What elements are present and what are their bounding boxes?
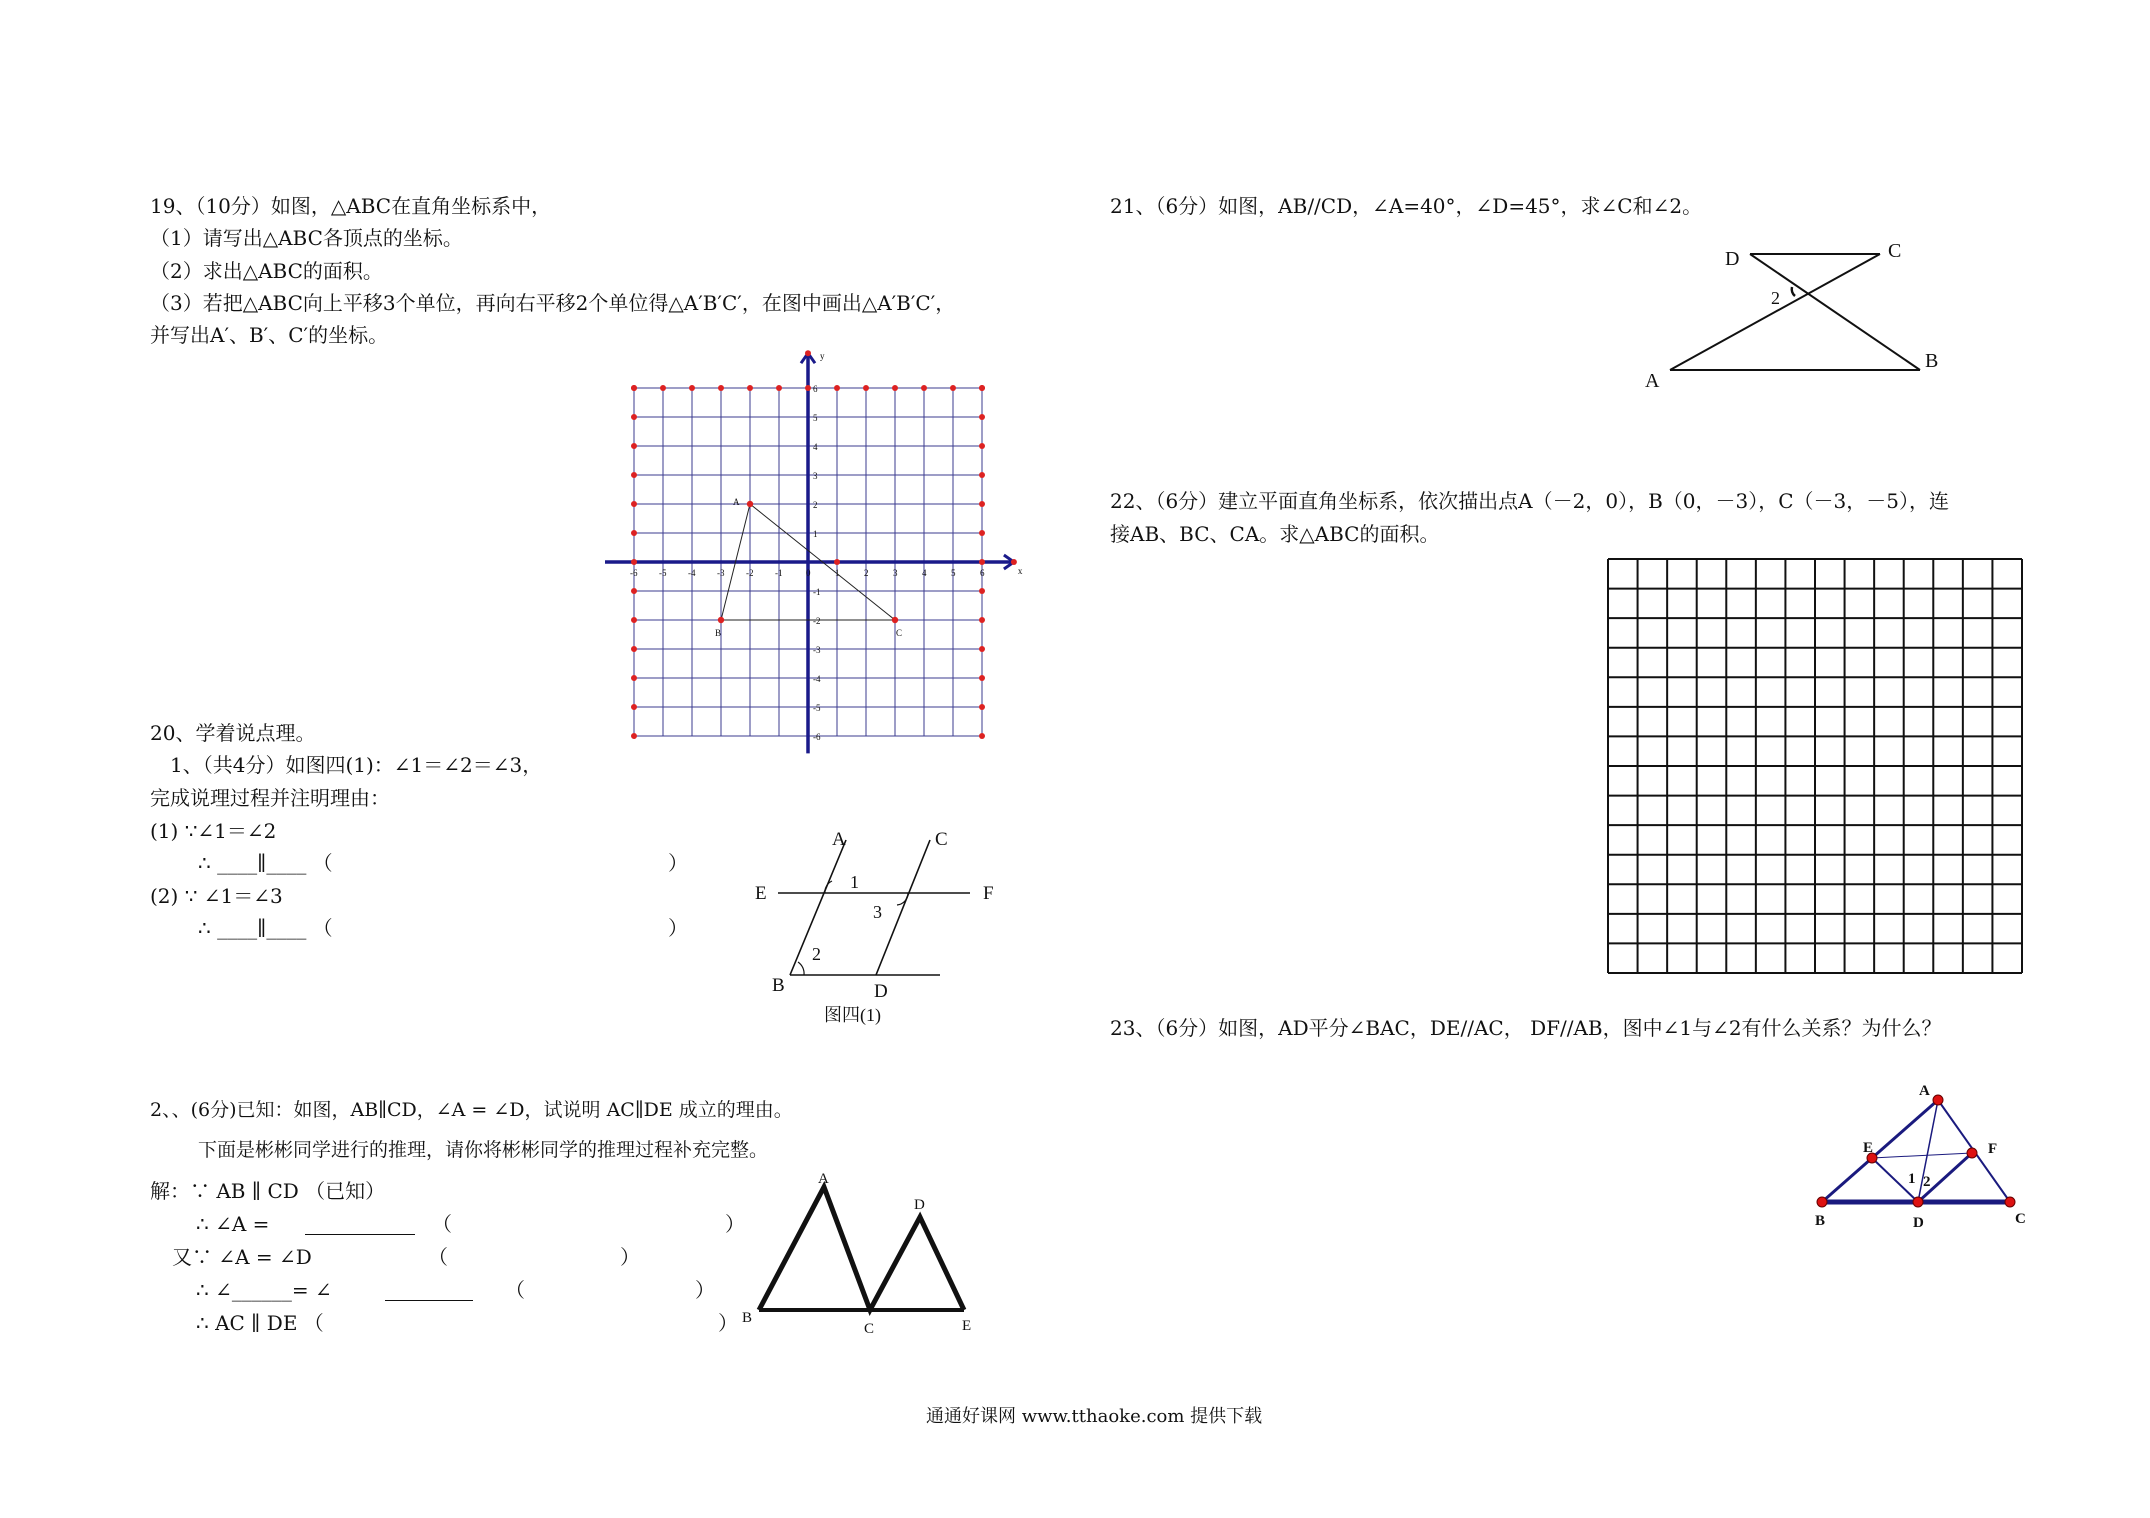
footer-source: 通通好课网 www.tthaoke.com 提供下载	[926, 1406, 1263, 1427]
grid-border-dot	[689, 385, 695, 391]
q20-step4: ∴ ____∥____ （	[198, 916, 333, 940]
grid-border-dot	[921, 385, 927, 391]
grid-border-dot	[805, 350, 811, 356]
q20-step4-close: ）	[668, 916, 688, 940]
y-tick-label: 3	[813, 471, 818, 481]
proof-step3: 又∵ ∠A = ∠D	[172, 1245, 312, 1269]
q20-title: 20、学着说点理。	[150, 721, 316, 745]
grid-border-dot	[631, 675, 637, 681]
proof-step5-close: ）	[718, 1311, 738, 1335]
grid-border-dot	[631, 617, 637, 623]
fig4-label-c: C	[935, 829, 948, 850]
proof-step2-close: ）	[725, 1212, 745, 1236]
figure-four-parallel-lines	[750, 825, 1010, 1025]
x-tick-label: -3	[717, 568, 725, 578]
y-tick-label: 4	[813, 442, 818, 452]
proof-blank-1[interactable]	[305, 1234, 415, 1235]
q22-text-line2: 接AB、BC、CA。求△ABC的面积。	[1110, 522, 1440, 546]
proof-step4: ∴ ∠______= ∠	[196, 1278, 332, 1302]
fig4-label-f: F	[983, 883, 994, 904]
q23-angle-2: 2	[1923, 1174, 1931, 1190]
y-tick-label: -5	[813, 703, 821, 713]
y-tick-label: -2	[813, 616, 821, 626]
q20-part1-intro: 完成说理过程并注明理由：	[150, 786, 390, 810]
q21-figure	[1640, 235, 1960, 395]
grid-border-dot	[979, 443, 985, 449]
grid-border-dot	[979, 385, 985, 391]
q22-text-line1: 22、（6分）建立平面直角坐标系，依次描出点A（－2，0），B（0，－3），C（－3，－5），连	[1110, 489, 1949, 513]
x-tick-label: 6	[980, 568, 985, 578]
tri-label-b: B	[742, 1310, 753, 1326]
proof-blank-2[interactable]	[385, 1300, 473, 1301]
q20-part1-title: 1、（共4分）如图四(1)：∠1＝∠2＝∠3，	[170, 753, 543, 777]
vertex-dot	[747, 501, 753, 507]
q21-label-d: D	[1725, 248, 1740, 270]
q21-label-a: A	[1645, 370, 1660, 392]
fig4-label-e: E	[755, 883, 767, 904]
y-tick-label: 5	[813, 413, 818, 423]
q20-part2-intro: 下面是彬彬同学进行的推理，请你将彬彬同学的推理过程补充完整。	[198, 1139, 769, 1161]
tri-label-e: E	[962, 1318, 972, 1334]
vertex-label-a: A	[733, 497, 740, 507]
q21-angle-2: 2	[1771, 288, 1780, 308]
y-tick-label: 6	[813, 384, 818, 394]
grid-border-dot	[660, 385, 666, 391]
vertex-dot	[892, 617, 898, 623]
grid-border-dot	[979, 646, 985, 652]
q19-title: 19、（10分）如图，△ABC在直角坐标系中，	[150, 194, 552, 218]
blank-grid-paper	[1605, 556, 2025, 976]
vertex-label-c: C	[896, 628, 903, 638]
x-tick-label: 0	[806, 568, 811, 578]
grid-border-dot	[979, 414, 985, 420]
q19-part3-cont: 并写出A′、B′、C′的坐标。	[150, 323, 389, 347]
q23-label-c: C	[2015, 1211, 2026, 1227]
grid-border-dot	[631, 559, 637, 565]
grid-border-dot	[631, 414, 637, 420]
grid-border-dot	[631, 588, 637, 594]
grid-border-dot	[747, 385, 753, 391]
q20-step3: (2) ∵ ∠1＝∠3	[150, 884, 283, 908]
q21-text: 21、（6分）如图，AB//CD，∠A=40°，∠D=45°，求∠C和∠2。	[1110, 194, 1703, 218]
q20-part2-title: 2、、(6分)已知：如图，AB∥CD，∠A = ∠D，试说明 AC∥DE 成立的理由。	[150, 1099, 793, 1121]
grid-border-dot	[631, 733, 637, 739]
grid-border-dot	[805, 385, 811, 391]
fig4-angle-1: 1	[850, 872, 859, 892]
q23-label-f: F	[1988, 1141, 1998, 1157]
q23-label-d: D	[1913, 1215, 1924, 1231]
fig4-caption: 图四(1)	[824, 1005, 881, 1025]
proof-step4-open: （	[505, 1278, 525, 1302]
grid-border-dot	[979, 559, 985, 565]
q23-text: 23、（6分）如图，AD平分∠BAC，DE//AC， DF//AB，图中∠1与∠2有什么关系？为什么？	[1110, 1016, 1942, 1040]
proof-step1: 解：∵ AB ∥ CD （已知）	[150, 1179, 386, 1203]
grid-border-dot	[950, 385, 956, 391]
y-axis-label: y	[820, 351, 825, 362]
x-tick-label: -6	[630, 568, 638, 578]
grid-border-dot	[979, 704, 985, 710]
grid-border-dot	[892, 385, 898, 391]
q19-part2: （2）求出△ABC的面积。	[150, 259, 383, 283]
q23-figure	[1805, 1075, 2035, 1235]
grid-border-dot	[631, 530, 637, 536]
x-tick-label: 4	[922, 568, 927, 578]
vertex-label-b: B	[715, 628, 722, 638]
grid-border-dot	[834, 559, 840, 565]
grid-border-dot	[863, 385, 869, 391]
grid-border-dot	[718, 385, 724, 391]
grid-border-dot	[979, 501, 985, 507]
x-tick-label: -5	[659, 568, 667, 578]
q19-part1: （1）请写出△ABC各顶点的坐标。	[150, 226, 463, 250]
x-tick-label: -1	[775, 568, 783, 578]
grid-border-dot	[631, 472, 637, 478]
grid-border-dot	[979, 617, 985, 623]
x-tick-label: -2	[746, 568, 754, 578]
q20-step2-close: ）	[668, 851, 688, 875]
fig4-label-a: A	[832, 829, 846, 850]
x-tick-label: 2	[864, 568, 869, 578]
q23-label-b: B	[1815, 1213, 1826, 1229]
grid-border-dot	[979, 733, 985, 739]
vertex-dot	[718, 617, 724, 623]
grid-border-dot	[1011, 559, 1017, 565]
proof-step3-open: （	[428, 1245, 448, 1269]
two-triangles-figure	[740, 1170, 980, 1345]
tri-label-d: D	[914, 1197, 925, 1213]
tri-label-a: A	[818, 1171, 829, 1187]
grid-border-dot	[631, 704, 637, 710]
fig4-label-b: B	[772, 975, 785, 996]
grid-border-dot	[631, 443, 637, 449]
q20-step1: (1) ∵∠1＝∠2	[150, 819, 277, 843]
y-tick-label: 1	[813, 529, 818, 539]
q20-step2: ∴ ____∥____ （	[198, 851, 333, 875]
q23-label-a: A	[1919, 1083, 1930, 1099]
y-tick-label: -1	[813, 587, 821, 597]
coordinate-grid-figure	[600, 351, 1030, 760]
q23-angle-1: 1	[1908, 1171, 1916, 1187]
q21-label-c: C	[1888, 240, 1902, 262]
fig4-angle-2: 2	[812, 944, 821, 964]
proof-step3-close: ）	[620, 1245, 640, 1269]
q19-part3: （3）若把△ABC向上平移3个单位，再向右平移2个单位得△A′B′C′，在图中画出△A′B′C′，	[150, 291, 956, 315]
grid-border-dot	[979, 472, 985, 478]
grid-border-dot	[631, 501, 637, 507]
x-tick-label: 3	[893, 568, 898, 578]
grid-border-dot	[834, 385, 840, 391]
proof-step5: ∴ AC ∥ DE （	[196, 1311, 324, 1335]
x-tick-label: -4	[688, 568, 696, 578]
y-tick-label: -3	[813, 645, 821, 655]
tri-label-c: C	[864, 1321, 875, 1337]
proof-step4-close: ）	[695, 1278, 715, 1302]
grid-border-dot	[979, 675, 985, 681]
q21-label-b: B	[1925, 350, 1939, 372]
proof-step2: ∴ ∠A =	[196, 1212, 270, 1236]
x-axis-label: x	[1017, 566, 1023, 576]
grid-border-dot	[776, 385, 782, 391]
fig4-angle-3: 3	[873, 902, 882, 922]
grid-border-dot	[979, 530, 985, 536]
proof-step2-open: （	[432, 1212, 452, 1236]
y-tick-label: -6	[813, 732, 821, 742]
y-tick-label: -4	[813, 674, 821, 684]
fig4-label-d: D	[874, 981, 888, 1002]
grid-border-dot	[979, 588, 985, 594]
q23-label-e: E	[1863, 1140, 1874, 1156]
grid-border-dot	[631, 646, 637, 652]
x-tick-label: 1	[835, 568, 840, 578]
x-tick-label: 5	[951, 568, 956, 578]
grid-border-dot	[631, 385, 637, 391]
y-tick-label: 2	[813, 500, 818, 510]
